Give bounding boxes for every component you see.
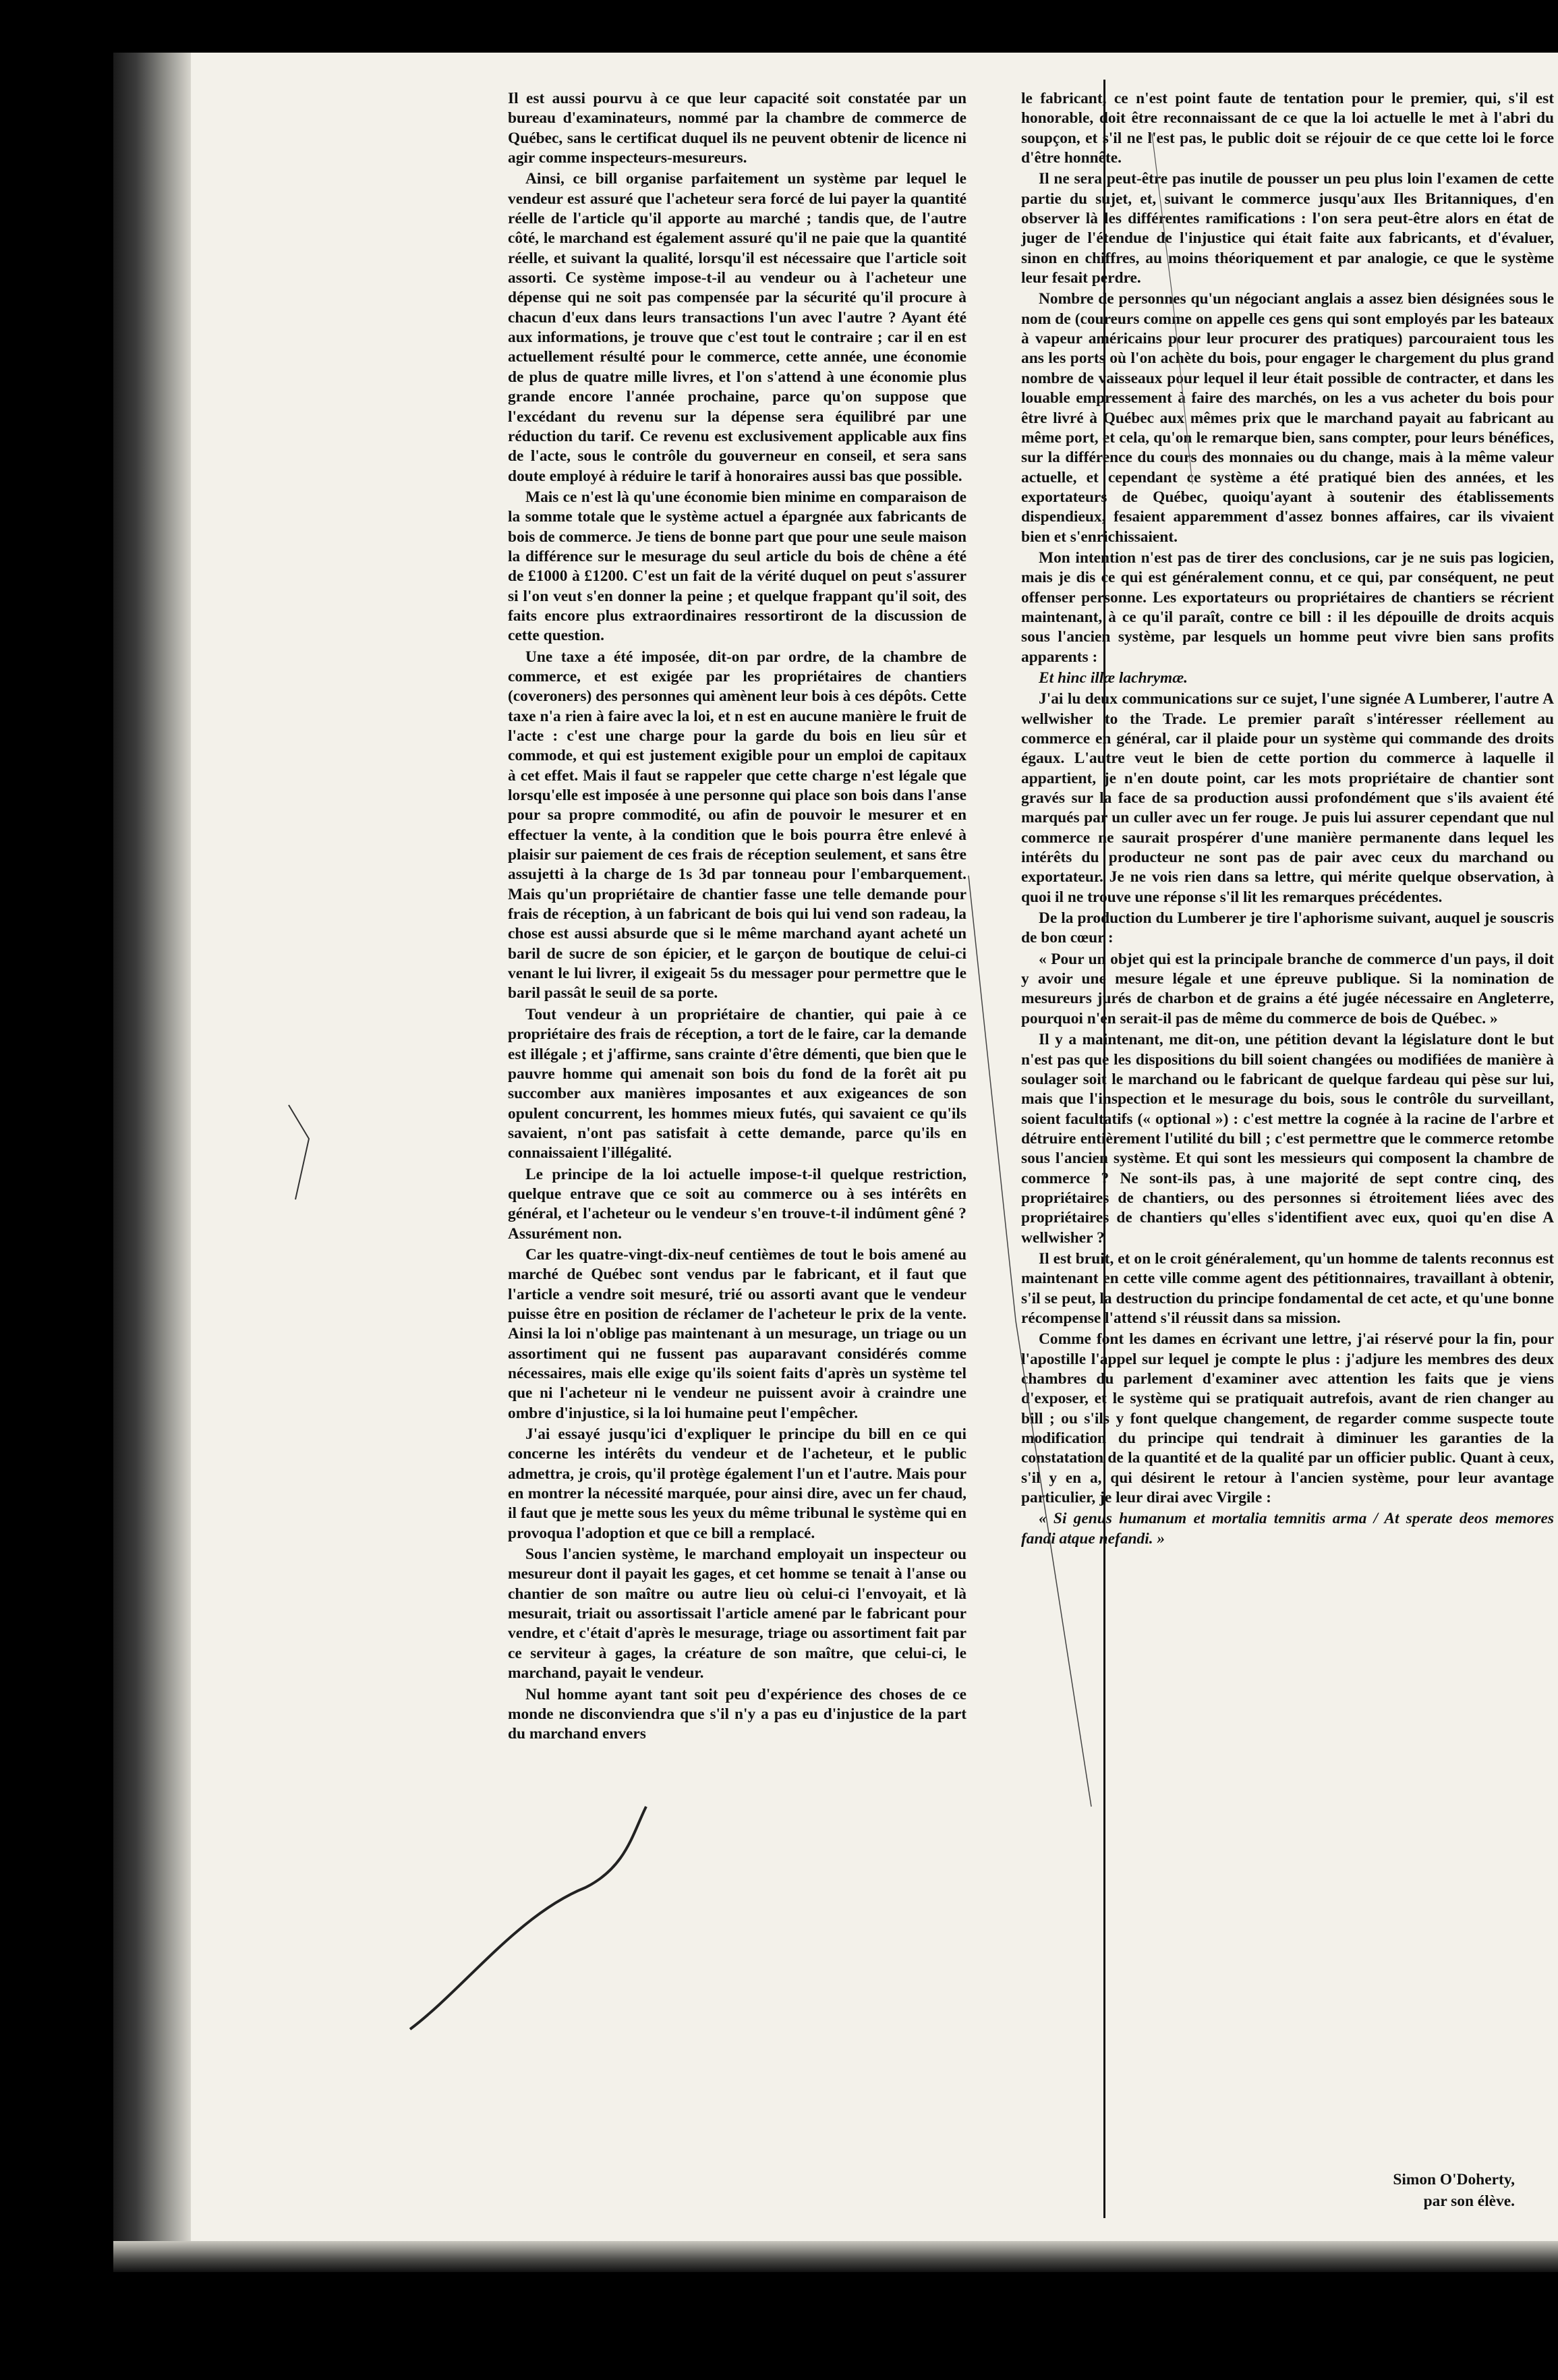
paragraph: Car les quatre-vingt-dix-neuf centièmes de tout le bois amené au marché de Québec sont vendus par le fabricant, et il faut que l'article a vendre soit mesuré, trié ou assorti avant que le vendeur puisse être en position de réclamer de l'acheteur le prix de la vente. Ainsi la loi n'oblige pas maintenant à un mesurage, un triage ou un assortiment qui ne fussent pas auparavant considérés comme nécessaires, mais elle exige qu'ils soient faits d'après un système tel que ni l'acheteur ni le vendeur ne puissent avoir à craindre une ombre d'injustice, si la loi humaine peut l'empêcher. <box>508 1245 966 1422</box>
paragraph: Le principe de la loi actuelle impose-t-il quelque restriction, quelque entrave que ce soit au commerce ou à ses intérêts en général, et l'acheteur ou le vendeur s'en trouve-t-il indûment gêné ? Assurément non. <box>508 1165 966 1243</box>
paragraph: Une taxe a été imposée, dit-on par ordre, de la chambre de commerce, et est exigée par les propriétaires de chantiers (coveroners) des personnes qui amènent leur bois à ces dépôts. Cette taxe n'a rien à faire avec la loi, et n est en aucune manière le fruit de l'acte : c'est une charge pour la garde du bois en lieu sûr et commode, et qui est justement exigible pour un emploi de capitaux à cet effet. Mais il faut se rappeler que cette charge n'est légale que lorsqu'elle est imposée à une personne qui place son bois dans l'anse pour sa propre commodité, ou afin de pouvoir le mesurer et en effectuer la vente, à la condition que le bois pourra être enlevé à plaisir sur paiement de ces frais de réception seulement, et sans être assujetti à la charge de 1s 3d par tonneau pour l'embarquement. Mais qu'un propriétaire de chantier fasse une telle demande pour frais de réception, à un fabricant de bois qui lui vend son radeau, la chose est aussi absurde que si le même marchand ayant acheté un baril de sucre de son épicier, et le garçon de boutique de celui-ci venant le lui livrer, il exigeait 5s du messager pour permettre que le baril passât le seuil de sa porte. <box>508 648 966 1002</box>
paragraph: Mon intention n'est pas de tirer des conclusions, car je ne suis pas logicien, mais je dis ce qui est généralement connu, et ce qui, par conséquent, ne peut offenser personne. Les exportateurs ou propriétaires de chantiers se récrient maintenant, à ce qu'il paraît, contre ce bill : il les dépouille de droits acquis sous l'ancien système, par lesquels un homme peut vivre bien sans profits apparents : <box>1021 548 1554 666</box>
signature-name: Simon O'Doherty, <box>1393 2171 1515 2188</box>
paragraph: Ainsi, ce bill organise parfaitement un système par lequel le vendeur est assuré que l'acheteur sera forcé de lui payer la quantité réelle de l'article qu'il apporte au marché ; tandis que, de l'autre côté, le marchand est également assuré qu'il ne paie que la quantité réelle, et suivant la qualité, lorsqu'il est nécessaire que l'article soit assorti. Ce système impose-t-il au vendeur ou à l'acheteur une dépense qui ne soit pas compensée par la sécurité qu'il procure à chacun d'eux dans leurs transactions l'un avec l'autre ? Ayant été aux informations, je trouve que c'est tout le contraire ; car il en est actuellement résulté pour le commerce, cette année, une économie de plus de quatre mille livres, et l'on s'attend à une économie plus grande encore l'année prochaine, parce qu'on suppose que l'excédant du revenu sur la dépense sera équilibré par une réduction du tarif. Ce revenu est exclusivement applicable aux fins de l'acte, sous le contrôle du gouverneur en conseil, et sera sans doute employé à réduire le tarif à honoraires aussi bas que possible. <box>508 170 966 485</box>
quoted-aphorism: « Pour un objet qui est la principale branche de commerce d'un pays, il doit y avoir une mesure légale et une épreuve publique. Si la nomination de mesureurs jurés de charbon et de grains a été jugée nécessaire en Angleterre, pourquoi n'en serait-il pas de même du commerce de bois de Québec. » <box>1021 950 1554 1027</box>
paragraph: Comme font les dames en écrivant une lettre, j'ai réservé pour la fin, pour l'apostille l'appel sur lequel je compte le plus : j'adjure les membres des deux chambres du parlement d'examiner avec attention les faits que je viens d'exposer, et le système qui se pratiquait autrefois, avant de rien changer au bill ; ou s'ils y font quelque changement, de regarder comme suspecte toute modification du principe qui tendrait à diminuer les garanties de la constatation de la quantité et de la qualité par un officier public. Quant à ceux, s'il y en a, qui désirent le retour à l'ancien système, pour leur avantage particulier, je leur dirai avec Virgile : <box>1021 1330 1554 1507</box>
paragraph: Tout vendeur à un propriétaire de chantier, qui paie à ce propriétaire des frais de réception, a tort de le faire, car la demande est illégale ; et j'affirme, sans crainte d'être démenti, que bien que le pauvre homme qui amenait son bois du fond de la forêt ait pu succomber aux manières imposantes et aux exigeances de son opulent concurrent, les hommes mieux futés, qui savaient ce qu'ils savaient, n'ont pas satisfait à cette demande, parce qu'ils en connaissaient l'illégalité. <box>508 1005 966 1162</box>
paragraph: J'ai essayé jusqu'ici d'expliquer le principe du bill en ce qui concerne les intérêts du vendeur et de l'acheteur, et le public admettra, je crois, qu'il protège également l'un et l'autre. Mais pour en montrer la nécessité marquée, pour ainsi dire, avec un fer chaud, il faut que je mette sous les yeux du même tribunal le système qui en provoqua l'adoption et que ce bill a remplacé. <box>508 1425 966 1542</box>
paragraph: Mais ce n'est là qu'une économie bien minime en comparaison de la somme totale que le système actuel a épargnée aux fabricants de bois de commerce. Je tiens de bonne part que pour une seule maison la différence sur le mesurage du seul article du bois de chêne a été de £1000 à £1200. C'est un fait de la vérité duquel on peut s'assurer si l'on veut s'en donner la peine ; et quelque frappant qu'il soit, des faits encore plus extraordinaires ressortiront de la discussion de cette question. <box>508 488 966 645</box>
newspaper-page <box>113 53 1558 2272</box>
signature-note: par son élève. <box>1423 2192 1515 2210</box>
paragraph: De la production du Lumberer je tire l'aphorisme suivant, auquel je souscris de bon cœur : <box>1021 909 1554 947</box>
paragraph: Nul homme ayant tant soit peu d'expérience des choses de ce monde ne disconviendra que s'il n'y a pas eu d'injustice de la part du marchand envers <box>508 1685 966 1743</box>
paragraph: Il est bruit, et on le croit généralement, qu'un homme de talents reconnus est maintenant en cette ville comme agent des pétitionnaires, travaillant à obtenir, s'il se peut, la destruction du principe fondamental de cet acte, et qu'une bonne récompense l'attend s'il réussit dans sa mission. <box>1021 1249 1554 1327</box>
paragraph: Sous l'ancien système, le marchand employait un inspecteur ou mesureur dont il payait les gages, et cet homme se tenait à l'anse ou chantier de son maître ou autre lieu où celui-ci l'envoyait, et là mesurait, triait ou assortissait l'article amené par le fabricant pour vendre, et c'était d'après le mesurage, triage ou assortiment fait par ce serviteur à gages, la créature de son maître, que celui-ci, le marchand, payait le vendeur. <box>508 1546 966 1682</box>
paragraph: Il ne sera peut-être pas inutile de pousser un peu plus loin l'examen de cette partie du sujet, et, suivant le commerce jusqu'aux Iles Britanniques, d'en observer là les différentes ramifications : l'on sera peut-être alors en état de juger de l'étendue de l'injustice qui était faite aux fabricants, et d'évaluer, sinon en chiffres, au moins théoriquement et par analogie, ce que le système leur fesait perdre. <box>1021 170 1554 287</box>
virgil-quote: « Si genus humanum et mortalia temnitis arma / At sperate deos memores fandi atque nefandi. » <box>1021 1510 1554 1548</box>
left-column <box>508 89 966 1746</box>
bottom-edge <box>113 2241 1558 2272</box>
binding-shadow <box>113 53 191 2272</box>
latin-quote: Et hinc illæ lachrymæ. <box>1039 669 1188 687</box>
paragraph: Il y a maintenant, me dit-on, une pétition devant la législature dont le but n'est pas que les dispositions du bill soient changées ou modifiées de manière à soulager soit le marchand ou le fabricant de quelque fardeau qui pèse sur lui, mais que l'inspection et le mesurage du bois, sous le contrôle du surveillant, soient facultatifs (« optional ») : c'est mettre la cognée à la racine de l'arbre et détruire entièrement l'utilité du bill ; c'est permettre que le commerce retombe sous l'ancien système. Et qui sont les messieurs qui composent la chambre de commerce ? Ne sont-ils pas, à une majorité de sept contre cinq, des propriétaires de chantiers, ou des personnes si étroitement liées avec des propriétaires de chantiers qu'elles s'identifient avec eux, quoi qu'en dise A wellwisher ? <box>1021 1031 1554 1247</box>
right-column <box>1021 89 1554 1550</box>
paragraph: Nombre de personnes qu'un négociant anglais a assez bien désignées sous le nom de (coureurs comme on appelle ces gens qui sont employés par les bateaux à vapeur américains pour leur procurer des pratiques) parcouraient tous les ans les ports où l'on achète du bois, pour engager le chargement du plus grand nombre de vaisseaux pour lequel il leur était possible de contracter, et dans les louable empressement à faire des marchés, on les a vus acheter du bois pour être livré à Québec aux mêmes prix que le marchand payait au fabricant au même port, et cela, qu'on le remarque bien, sans compter, pour leurs bénéfices, sur la différence du cours des monnaies ou du change, mais à la même valeur actuelle, et cependant ce système a été pratiqué bien des années, et les exportateurs de Québec, quoiqu'ayant à soutenir des établissements dispendieux, fesaient apparemment d'assez bonnes affaires, car ils vivaient bien et s'enrichissaient. <box>1021 290 1554 546</box>
paragraph: J'ai lu deux communications sur ce sujet, l'une signée A Lumberer, l'autre A wellwisher to the Trade. Le premier paraît s'intéresser réellement au commerce en général, car il plaide pour un système qui commande des droits égaux. L'autre veut le bien de cette portion du commerce à laquelle il appartient, je n'en doute point, car les mots propriétaire de chantier sont gravés sur la face de sa production aussi profondément que s'ils avaient été marqués par un culler avec un fer rouge. Je puis lui assurer cependant que nul commerce ne saurait prospérer d'une manière permanente dans lequel les intérêts du producteur ne sont pas de pair avec ceux du marchand ou exportateur. Je ne vois rien dans sa lettre, qui mérite quelque observation, à quoi il ne trouve une réponse s'il lit les remarques précédentes. <box>1021 690 1554 906</box>
paragraph: le fabricant, ce n'est point faute de tentation pour le premier, qui, s'il est honorable, doit être reconnaissant de ce que la loi actuelle le met à l'abri du soupçon, et s'il ne l'est pas, le public doit se réjouir de ce que cette loi le force d'être honnête. <box>1021 90 1554 167</box>
paragraph: Il est aussi pourvu à ce que leur capacité soit constatée par un bureau d'examinateurs, nommé par la chambre de commerce de Québec, sans le certificat duquel ils ne peuvent obtenir de licence ni agir comme inspecteurs-mesureurs. <box>508 90 966 167</box>
